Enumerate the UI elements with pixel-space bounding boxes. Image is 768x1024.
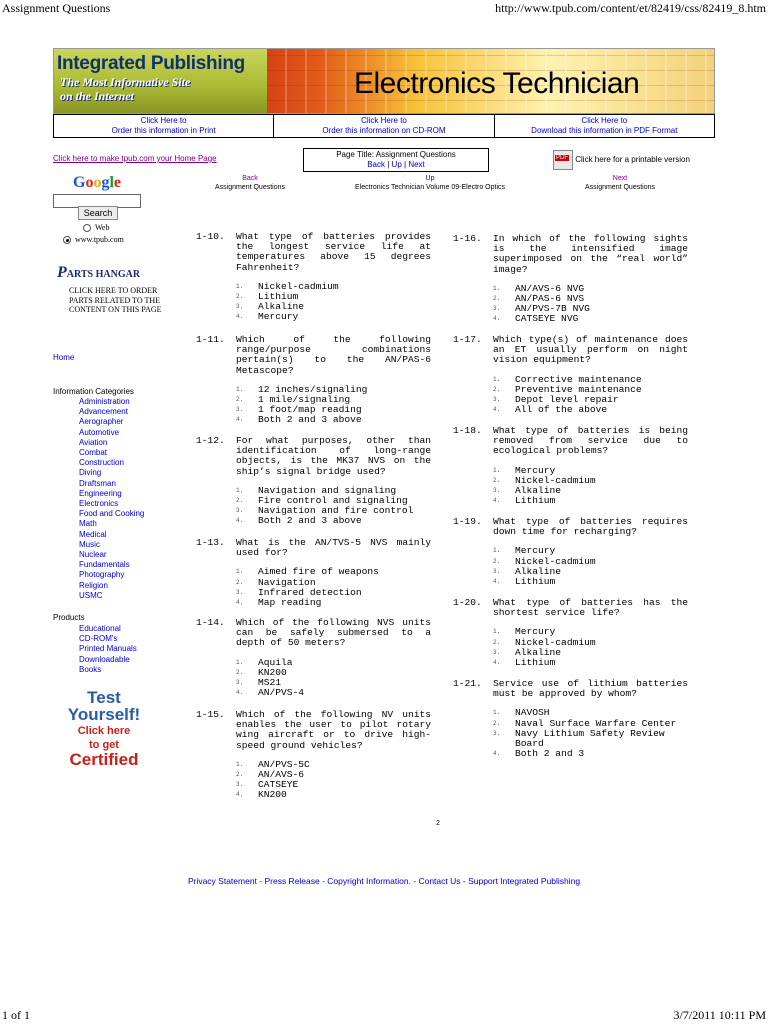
order-cdrom-link[interactable]: Click Here to Order this information on CD-ROM (274, 115, 494, 137)
category-item[interactable]: Automotive (79, 427, 120, 437)
category-item[interactable]: Music (79, 539, 100, 549)
answer-option: 3. MS21 (236, 677, 282, 689)
answer-option: 3. 1 foot/map reading (236, 404, 362, 416)
category-item[interactable]: Advancement (79, 407, 128, 417)
answer-option: 3. Navy Lithium Safety Review Board (493, 727, 665, 750)
information-categories-title: Information Categories (53, 387, 134, 396)
answer-option: 4. Lithium (493, 576, 556, 588)
answer-option: 4. CATSEYE NVG (493, 313, 579, 325)
banner-tagline-1: The Most Informative Site (60, 75, 191, 89)
answer-options (493, 708, 688, 759)
question-1-11: 1-11. Which of the following range/purpose combinations pertain(s) to the AN/PAS-6 Metascope? 1. 12 inches/signaling 2. 1 mile/signaling 3. 1 foot/map reading 4. Both 2 and 3 above (196, 334, 437, 426)
answer-option: 3. Alkaline (493, 485, 562, 497)
google-search-button[interactable]: Search (78, 206, 118, 220)
answer-option: 1. 12 inches/signaling (236, 383, 368, 395)
print-header-url: http://www.tpub.com/content/et/82419/css/82419_8.htm (495, 1, 766, 15)
answer-option: 2. Nickel-cadmium (493, 474, 596, 486)
answer-option: 1. NAVOSH (493, 707, 550, 719)
question-1-12: 1-12. For what purposes, other than identification of long-range objects, is the MK37 NVS on the ship’s signal bridge used? 1. Navigation and signaling 2. Fire control and signaling 3. Navigation and fire control 4. Both 2 and 3 above (196, 435, 437, 527)
print-header-title: Assignment Questions (2, 1, 111, 15)
page-title-back-link[interactable]: Back (367, 160, 386, 169)
answer-option: 4. Lithium (493, 495, 556, 507)
nav-next-sub: Assignment Questions (584, 184, 656, 191)
answer-option: 4. Both 2 and 3 (493, 748, 585, 760)
test-yourself-ad[interactable]: Test Yourself! Click here to get Certified (67, 688, 141, 769)
category-item[interactable]: Food and Cooking (79, 509, 145, 519)
parts-hangar-logo: PARTS HANGAR (57, 264, 141, 281)
category-item[interactable]: Medical (79, 529, 107, 539)
answer-option: 1. AN/PVS-5C (236, 758, 310, 770)
page-number: 2 (436, 820, 440, 827)
banner-tagline-2: on the Internet (60, 89, 135, 103)
answer-options (236, 760, 431, 801)
answer-options (236, 486, 431, 527)
answer-option: 2. Nickel-cadmium (493, 555, 596, 567)
make-home-page-link[interactable]: Click here to make tpub.com your Home Page (53, 154, 217, 163)
question-1-21: 1-21. Service use of lithium batteries must be approved by whom? 1. NAVOSH 2. Naval Surface Warfare Center 3. Navy Lithium Safety Review Board 4. Both 2 and 3 (453, 678, 694, 760)
question-1-20: 1-20. What type of batteries has the shortest service life? 1. Mercury 2. Nickel-cadmium 3. Alkaline 4. Lithium (453, 597, 694, 669)
question-1-14: 1-14. Which of the following NVS units can be safely submersed to a depth of 50 meters? 1. Aquila 2. KN200 3. MS21 4. AN/PVS-4 (196, 617, 437, 699)
page-title-up-link[interactable]: Up (391, 160, 402, 169)
product-item[interactable]: Printed Manuals (79, 644, 137, 654)
category-item[interactable]: Diving (79, 468, 102, 478)
answer-option: 1. AN/AVS-6 NVG (493, 282, 585, 294)
answer-option: 2. KN200 (236, 666, 287, 678)
answer-option: 2. Nickel-cadmium (493, 636, 596, 648)
answer-option: 1. Aquila (236, 656, 293, 668)
footer-links[interactable]: Privacy Statement - Press Release - Copyright Information. - Contact Us - Support Integrated Publishing (187, 876, 581, 886)
answer-option: 3. Alkaline (493, 565, 562, 577)
answer-option: 1. Navigation and signaling (236, 484, 397, 496)
product-item[interactable]: Educational (79, 624, 121, 633)
category-item[interactable]: Fundamentals (79, 560, 130, 570)
nav-back-label: Back (242, 175, 258, 182)
question-1-10: 1-10. What type of batteries provides the longest service life at temperatures above 15 degrees Fahrenheit? 1. Nickel-cadmium 2. Lithium 3. Alkaline 4. Mercury (196, 231, 437, 323)
answer-option: 3. Depot level repair (493, 394, 619, 406)
category-item[interactable]: Engineering (79, 488, 122, 498)
print-footer-datetime: 3/7/2011 10:11 PM (673, 1008, 766, 1022)
nav-next-label: Next (612, 175, 628, 182)
question-1-16: 1-16. In which of the following sights is the intensified image superimposed on the “real world” image? 1. AN/AVS-6 NVG 2. AN/PAS-6 NVS 3. AN/PVS-7B NVG 4. CATSEYE NVG (453, 233, 694, 325)
category-item[interactable]: Math (79, 519, 97, 529)
sidebar-home-link[interactable]: Home (53, 353, 75, 362)
nav-up-label: Up (425, 175, 435, 182)
product-item[interactable]: CD-ROM's (79, 634, 118, 644)
answer-option: 3. Alkaline (236, 301, 305, 313)
title-row (53, 148, 715, 172)
category-item[interactable]: Nuclear (79, 550, 107, 560)
download-pdf-link[interactable]: Click Here to Download this information in PDF Format (531, 116, 678, 135)
parts-hangar-text: CLICK HERE TO ORDER PARTS RELATED TO THE CONTENT ON THIS PAGE (69, 286, 162, 314)
answer-option: 3. AN/PVS-7B NVG (493, 303, 590, 315)
category-item[interactable]: Aerographer (79, 417, 124, 427)
answer-option: 4. All of the above (493, 404, 608, 416)
nav-back-sub: Assignment Questions (214, 184, 286, 191)
radio-icon (83, 224, 91, 232)
answer-options (236, 282, 431, 323)
category-list (79, 397, 144, 601)
answer-options (493, 284, 688, 325)
products-title: Products (53, 613, 85, 622)
answer-option: 1. Nickel-cadmium (236, 280, 339, 292)
answer-options (236, 567, 431, 608)
question-1-15: 1-15. Which of the following NV units enables the user to pilot rotary wing aircraft or to drive high-speed ground vehicles? 1. AN/PVS-5C 2. AN/AVS-6 3. CATSEYE 4. KN200 (196, 709, 437, 801)
category-item[interactable]: Draftsman (79, 478, 116, 488)
answer-option: 2. Naval Surface Warfare Center (493, 717, 677, 729)
question-1-19: 1-19. What type of batteries requires down time for recharging? 1. Mercury 2. Nickel-cadmium 3. Alkaline 4. Lithium (453, 516, 694, 588)
category-item[interactable]: Administration (79, 397, 130, 406)
sidebar (53, 172, 193, 792)
answer-option: 4. Both 2 and 3 above (236, 414, 362, 426)
nav-back[interactable] (195, 174, 305, 192)
nav-up-sub: Electronics Technician Volume 09-Electro Optics (354, 184, 506, 191)
answer-option: 2. AN/PAS-6 NVS (493, 293, 585, 305)
banner-brand: Integrated Publishing (57, 53, 245, 74)
answer-option: 3. Navigation and fire control (236, 505, 414, 517)
answer-options (493, 546, 688, 587)
page-title-box: Page Title: Assignment Questions Back | Up | Next (303, 148, 489, 172)
answer-option: 2. Fire control and signaling (236, 495, 408, 507)
nav-up[interactable] (335, 174, 525, 192)
category-item-electronics[interactable]: Electronics (79, 499, 119, 509)
order-print-link[interactable]: Click Here to Order this information in Print (54, 115, 274, 137)
product-list (79, 624, 137, 675)
answer-option: 4. Map reading (236, 597, 322, 609)
answer-option: 3. CATSEYE (236, 779, 299, 791)
answer-option: 1. Mercury (493, 464, 556, 476)
answer-options (493, 627, 688, 668)
parts-hangar-ad[interactable] (57, 264, 177, 342)
banner-title: Electronics Technician (354, 67, 640, 100)
answer-option: 4. Both 2 and 3 above (236, 515, 362, 527)
answer-options (236, 385, 431, 426)
google-logo: Google (73, 174, 122, 191)
category-item[interactable]: Religion (79, 580, 108, 590)
page-title: Page Title: Assignment Questions (336, 150, 456, 159)
answer-options (493, 466, 688, 507)
page-navigation (195, 174, 720, 192)
answer-option: 2. 1 mile/signaling (236, 394, 351, 406)
answer-option: 4. Mercury (236, 311, 299, 323)
answer-option: 2. Preventive maintenance (493, 383, 642, 395)
pdf-icon (553, 150, 573, 170)
nav-next[interactable] (565, 174, 675, 192)
category-item[interactable]: Aviation (79, 437, 108, 447)
answer-option: 4. AN/PVS-4 (236, 687, 305, 699)
printable-version-link[interactable]: PDF Click here for a printable version (553, 150, 690, 170)
site-banner[interactable] (53, 48, 715, 114)
answer-option: 4. Lithium (493, 657, 556, 669)
answer-option: 2. Navigation (236, 576, 316, 588)
answer-option: 3. Infrared detection (236, 586, 362, 598)
category-item[interactable]: Construction (79, 458, 124, 468)
answer-option: 1. Mercury (493, 545, 556, 557)
question-1-18: 1-18. What type of batteries is being removed from service due to ecological problems? 1. Mercury 2. Nickel-cadmium 3. Alkaline 4. Lithium (453, 425, 694, 507)
search-site-radio[interactable]: www.tpub.com (63, 235, 124, 244)
radio-checked-icon (63, 236, 71, 244)
answer-option: 1. Corrective maintenance (493, 373, 642, 385)
product-item[interactable]: Books (79, 664, 102, 674)
print-footer (0, 1006, 768, 1024)
answer-option: 1. Aimed fire of weapons (236, 566, 379, 578)
answer-option: 2. AN/AVS-6 (236, 769, 305, 781)
answer-options (493, 375, 688, 416)
page-title-next-link[interactable]: Next (408, 160, 425, 169)
question-1-17: 1-17. Which type(s) of maintenance does an ET usually perform on night vision equipment? 1. Corrective maintenance 2. Preventive maintenance 3. Depot level repair 4. All of the above (453, 334, 694, 416)
print-footer-page: 1 of 1 (2, 1008, 30, 1022)
question-1-13: 1-13. What is the AN/TVS-5 NVS mainly used for? 1. Aimed fire of weapons 2. Navigation 3. Infrared detection 4. Map reading (196, 537, 437, 609)
search-web-radio[interactable]: Web (83, 223, 109, 232)
category-item[interactable]: Photography (79, 570, 125, 580)
product-item[interactable]: Downloadable (79, 654, 130, 664)
answer-option: 2. Lithium (236, 291, 299, 303)
category-item[interactable]: USMC (79, 590, 103, 600)
order-links-table (53, 114, 715, 138)
answer-option: 4. KN200 (236, 789, 287, 801)
answer-option: 3. Alkaline (493, 646, 562, 658)
print-header (0, 0, 768, 16)
answer-options (236, 658, 431, 699)
category-item[interactable]: Combat (79, 448, 108, 458)
answer-option: 1. Mercury (493, 626, 556, 638)
